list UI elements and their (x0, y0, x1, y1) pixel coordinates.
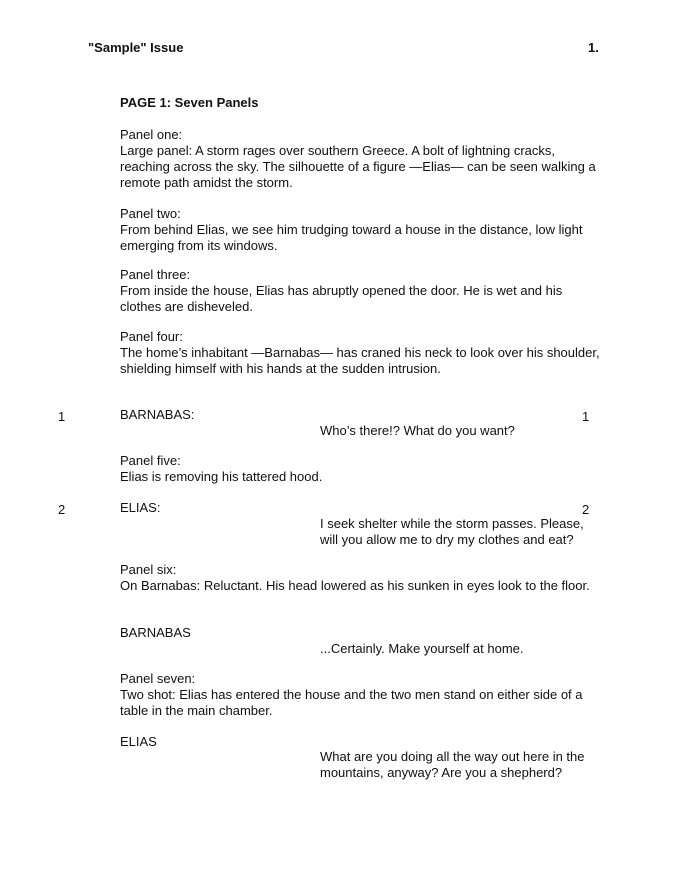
panel-label: Panel three: (120, 267, 191, 282)
panel-description: Elias is removing his tattered hood. (120, 469, 323, 484)
page-heading: PAGE 1: Seven Panels (120, 95, 259, 110)
panel-description: From behind Elias, we see him trudging toward a house in the distance, low light emerging from its windows. (120, 222, 583, 253)
balloon-number-left: 2 (58, 502, 66, 517)
character-name: BARNABAS: (120, 407, 195, 422)
panel-three (120, 267, 600, 315)
balloon-number-right: 2 (582, 502, 590, 517)
panel-label: Panel two: (120, 206, 181, 221)
dialogue-line: I seek shelter while the storm passes. Please, will you allow me to dry my clothes and eat? (320, 516, 584, 547)
character-name: ELIAS (120, 734, 157, 749)
panel-label: Panel five: (120, 453, 181, 468)
panel-description: Two shot: Elias has entered the house and the two men stand on either side of a table in the main chamber. (120, 687, 583, 718)
panel-six (120, 562, 600, 594)
balloon-number-left: 1 (58, 409, 66, 424)
panel-label: Panel six: (120, 562, 177, 577)
character-name: BARNABAS (120, 625, 191, 640)
panel-description: On Barnabas: Reluctant. His head lowered as his sunken in eyes look to the floor. (120, 578, 590, 593)
panel-label: Panel seven: (120, 671, 196, 686)
issue-title: "Sample" Issue (88, 40, 184, 55)
panel-two (120, 206, 600, 254)
panel-label: Panel one: (120, 127, 183, 142)
panel-description: Large panel: A storm rages over southern Greece. A bolt of lightning cracks, reaching across the sky. The silhouette of a figure —Elias— can be seen walking a remote path amidst the storm. (120, 143, 596, 190)
dialogue-line: Who’s there!? What do you want? (320, 423, 515, 438)
page-number: 1. (588, 40, 599, 55)
panel-five (120, 453, 600, 485)
panel-description: The home’s inhabitant —Barnabas— has craned his neck to look over his shoulder, shielding himself with his hands at the sudden intrusion. (120, 345, 600, 376)
balloon-number-right: 1 (582, 409, 590, 424)
panel-label: Panel four: (120, 329, 183, 344)
dialogue-line: What are you doing all the way out here in the mountains, anyway? Are you a shepherd? (320, 749, 585, 780)
panel-description: From inside the house, Elias has abruptly opened the door. He is wet and his clothes are disheveled. (120, 283, 563, 314)
panel-four (120, 329, 600, 377)
panel-seven (120, 671, 600, 719)
dialogue-line: ...Certainly. Make yourself at home. (320, 641, 524, 656)
panel-one (120, 127, 600, 191)
character-name: ELIAS: (120, 500, 161, 515)
